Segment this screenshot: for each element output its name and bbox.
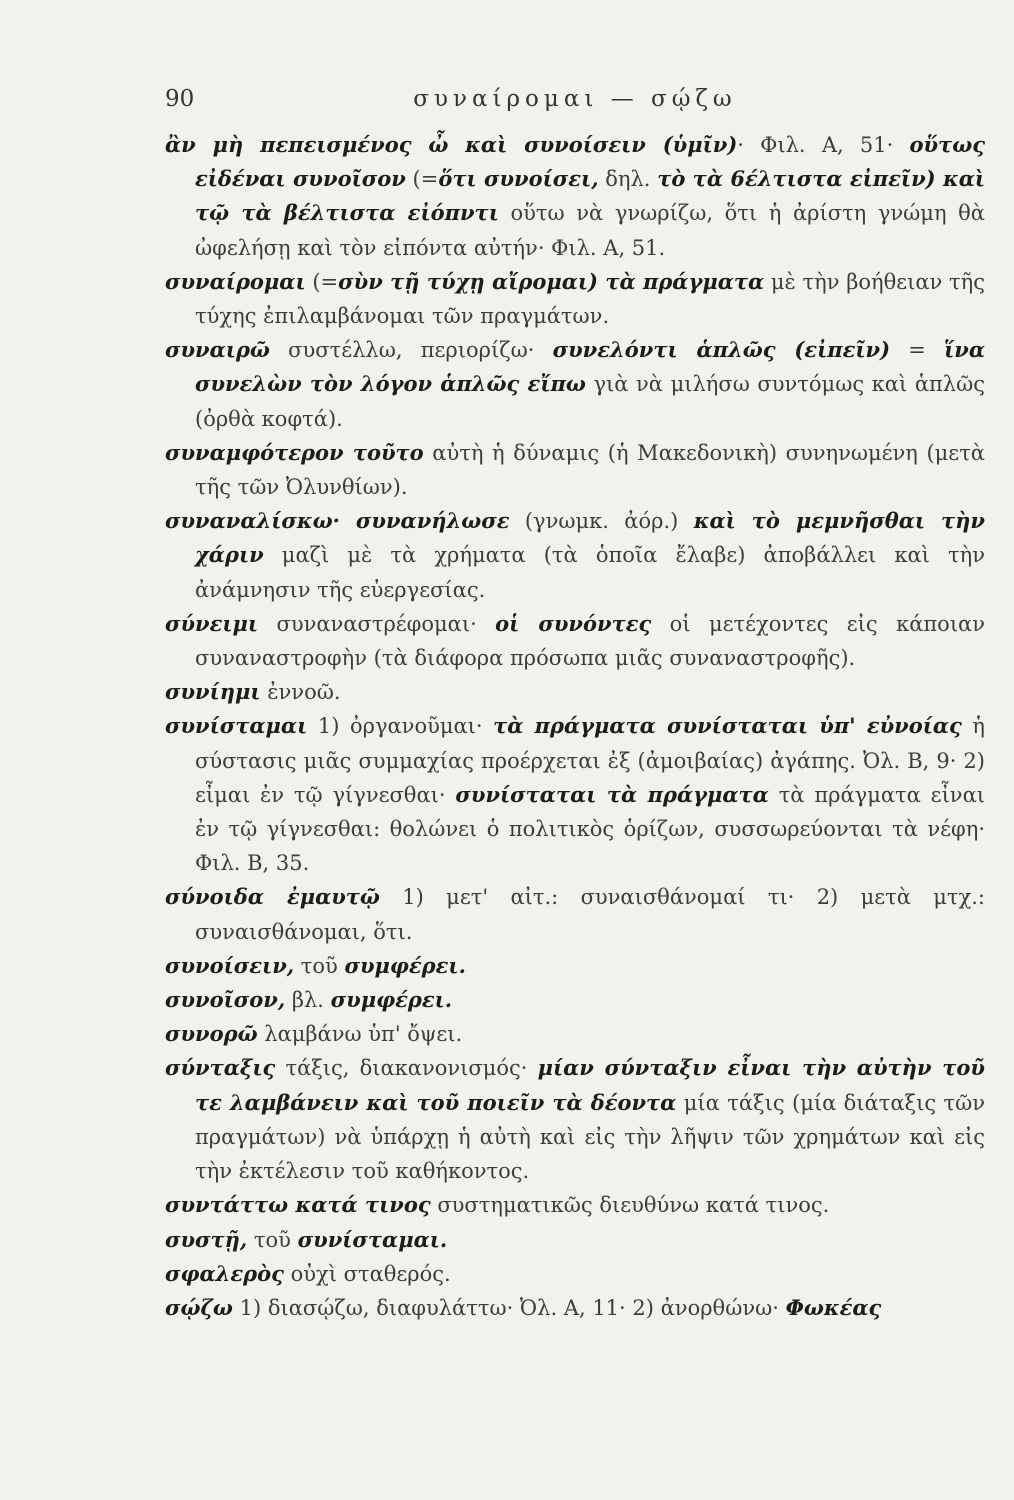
entry-text: τάξις, διακανονισμός·	[275, 1056, 538, 1081]
entry-headword: συνίσταμαι	[165, 713, 308, 739]
entry-text: 1) μετ' αἰτ.: συναισθάνομαί τι· 2) μετὰ μτχ.: συναισθάνομαι, ὅτι.	[195, 885, 986, 944]
entry-text: αὐτὴ ἡ δύναμις (ἡ Μακεδονικὴ) συνηνωμένη (μετὰ τῆς τῶν Ὀλυνθίων).	[195, 440, 985, 500]
entry-headword: συνοῖσον,	[165, 987, 286, 1013]
running-head: συναίρομαι — σῴζω	[413, 86, 737, 112]
entry-headword: ἵνα συνελὼν τὸν λόγον ἁπλῶς εἴπω	[195, 337, 985, 397]
entry-headword: σύνταξις	[165, 1055, 276, 1081]
entry-headword: συνίημι	[165, 679, 261, 705]
entry-text: ἡ σύστασις μιᾶς συμμαχίας προέρχεται ἐξ (ἀμοιβαίας) ἀγάπης. Ὀλ. Β, 9· 2) εἶμαι ἐν τῷ γίγνεσθαι·	[195, 714, 985, 807]
entry-headword: Φωκέας	[785, 1294, 882, 1320]
dictionary-entry	[165, 675, 985, 709]
entry-headword: συμφέρει.	[344, 952, 466, 978]
entry-text: συστηματικῶς διευθύνω κατά τινος.	[430, 1193, 830, 1218]
page-number: 90	[165, 86, 195, 112]
entry-text: (γνωμκ. ἀόρ.)	[509, 509, 694, 534]
entry-text: βλ.	[285, 988, 331, 1013]
entry-text: συναναστρέφομαι·	[258, 611, 496, 636]
entry-headword: συνελόντι ἁπλῶς (εἰπεῖν)	[552, 337, 891, 363]
entry-headword: ἂν μὴ πεπεισμένος ὦ καὶ συνοίσειν (ὑμῖν)	[165, 132, 738, 157]
entry-headword: συστῇ,	[165, 1226, 248, 1252]
entry-headword: μίαν σύνταξιν εἶναι τὴν αὐτὴν τοῦ τε λαμβάνειν καὶ τοῦ ποιεῖν τὰ δέοντα	[195, 1055, 985, 1115]
entry-text: μαζὶ μὲ τὰ χρήματα (τὰ ὁποῖα ἔλαβε) ἀποβάλλει καὶ τὴν ἀνάμνησιν τῆς εὐεργεσίας.	[195, 543, 985, 602]
entry-text: ἐννοῶ.	[260, 680, 341, 705]
entry-headword: συντάττω κατά τινος	[165, 1192, 431, 1218]
dictionary-entry	[165, 1223, 985, 1257]
dictionary-entry	[165, 1188, 985, 1222]
entry-headword: σὺν τῇ τύχῃ αἴρομαι) τὰ πράγματα	[338, 268, 765, 294]
entry-text: οἱ μετέχοντες εἰς κάποιαν συναναστροφὴν (τὰ διάφορα πρόσωπα μιᾶς συναναστροφῆς).	[195, 611, 986, 671]
dictionary-entry	[165, 1291, 985, 1325]
entry-headword: σύνειμι	[165, 610, 259, 636]
dictionary-entry	[165, 983, 985, 1017]
entry-text: 1) διασῴζω, διαφυλάττω· Ὀλ. Α, 11· 2) ἀνορθώνω·	[232, 1295, 786, 1320]
entry-headword: καὶ τὸ μεμνῆσθαι τὴν χάριν	[195, 508, 985, 568]
entry-text: τὰ πράγματα εἶναι ἐν τῷ γίγνεσθαι: θολώνει ὁ πολιτικὸς ὁρίζων, συσσωρεύονται τὰ νέφη· Φιλ. Β, 35.	[195, 782, 985, 876]
dictionary-entry	[165, 949, 985, 983]
entry-list	[165, 128, 985, 1325]
entry-headword: ὅτι συνοίσει,	[438, 166, 599, 192]
entry-headword: συναίρομαι	[165, 268, 306, 294]
entry-headword: συναιρῶ	[165, 337, 270, 363]
dictionary-entry	[165, 436, 985, 504]
dictionary-entry	[165, 504, 985, 607]
entry-text: οὕτω νὰ γνωρίζω, ὅτι ἡ ἀρίστη γνώμη θὰ ὠφελήσῃ καὶ τὸν εἰπόντα αὐτήν· Φιλ. Α, 51.	[195, 201, 985, 260]
entry-text: συστέλλω, περιορίζω·	[269, 338, 553, 363]
entry-text: (=	[305, 269, 339, 294]
dictionary-entry	[165, 1257, 985, 1291]
entry-headword: συνίσταται τὰ πράγματα	[455, 781, 769, 807]
dictionary-entry	[165, 265, 985, 333]
entry-text: τοῦ	[247, 1227, 298, 1252]
entry-headword: συναμφότερον τοῦτο	[165, 439, 424, 465]
dictionary-entry	[165, 1051, 985, 1188]
entry-headword: σῴζω	[165, 1294, 233, 1320]
dictionary-entry	[165, 333, 985, 436]
entry-text: · Φιλ. Α, 51·	[737, 133, 910, 157]
entry-text: δηλ.	[598, 167, 658, 192]
entry-text: οὐχὶ σταθερός.	[283, 1261, 451, 1286]
entry-headword: τὸ τὰ 6έλτιστα εἰπεῖν) καὶ τῷ τὰ βέλτιστα εἰόπντι	[195, 166, 986, 226]
entry-headword: σφαλερὸς	[165, 1260, 284, 1286]
entry-headword: οἱ συνόντες	[495, 610, 652, 636]
dictionary-entry	[165, 709, 985, 880]
dictionary-entry	[165, 128, 985, 265]
entry-text: τοῦ	[294, 953, 345, 978]
entry-text: μία τάξις (μία διάταξις τῶν πραγμάτων) νὰ ὑπάρχῃ ἡ αὐτὴ καὶ εἰς τὴν λῆψιν τῶν χρημάτων καὶ εἰς τὴν ἐκτέλεσιν τοῦ καθήκοντος.	[195, 1090, 985, 1184]
entry-text: 1) ὀργανοῦμαι·	[307, 714, 494, 739]
entry-headword: σύνοιδα ἐμαυτῷ	[165, 884, 380, 910]
entry-headword: οὕτως εἰδέναι συνοῖσον	[195, 132, 985, 192]
entry-headword: συνίσταμαι.	[297, 1226, 448, 1252]
entry-text: λαμβάνω ὑπ' ὄψει.	[257, 1022, 463, 1047]
page-header	[165, 86, 985, 122]
entry-text: (=	[405, 167, 439, 192]
entry-headword: τὰ πράγματα συνίσταται ὑπ' εὐνοίας	[493, 713, 962, 739]
dictionary-entry	[165, 880, 985, 948]
entry-text: =	[890, 338, 945, 363]
entry-headword: συμφέρει.	[330, 987, 453, 1013]
entry-headword: συναναλίσκω· συνανήλωσε	[165, 508, 510, 534]
dictionary-entry	[165, 607, 985, 675]
entry-text: γιὰ νὰ μιλήσω συντόμως καὶ ἁπλῶς (ὀρθὰ κοφτά).	[195, 372, 986, 431]
dictionary-entry	[165, 1017, 985, 1051]
entry-headword: συνοίσειν,	[165, 952, 295, 978]
entry-text: μὲ τὴν βοήθειαν τῆς τύχης ἐπιλαμβάνομαι τῶν πραγμάτων.	[195, 269, 985, 329]
entry-headword: συνορῶ	[165, 1021, 258, 1047]
